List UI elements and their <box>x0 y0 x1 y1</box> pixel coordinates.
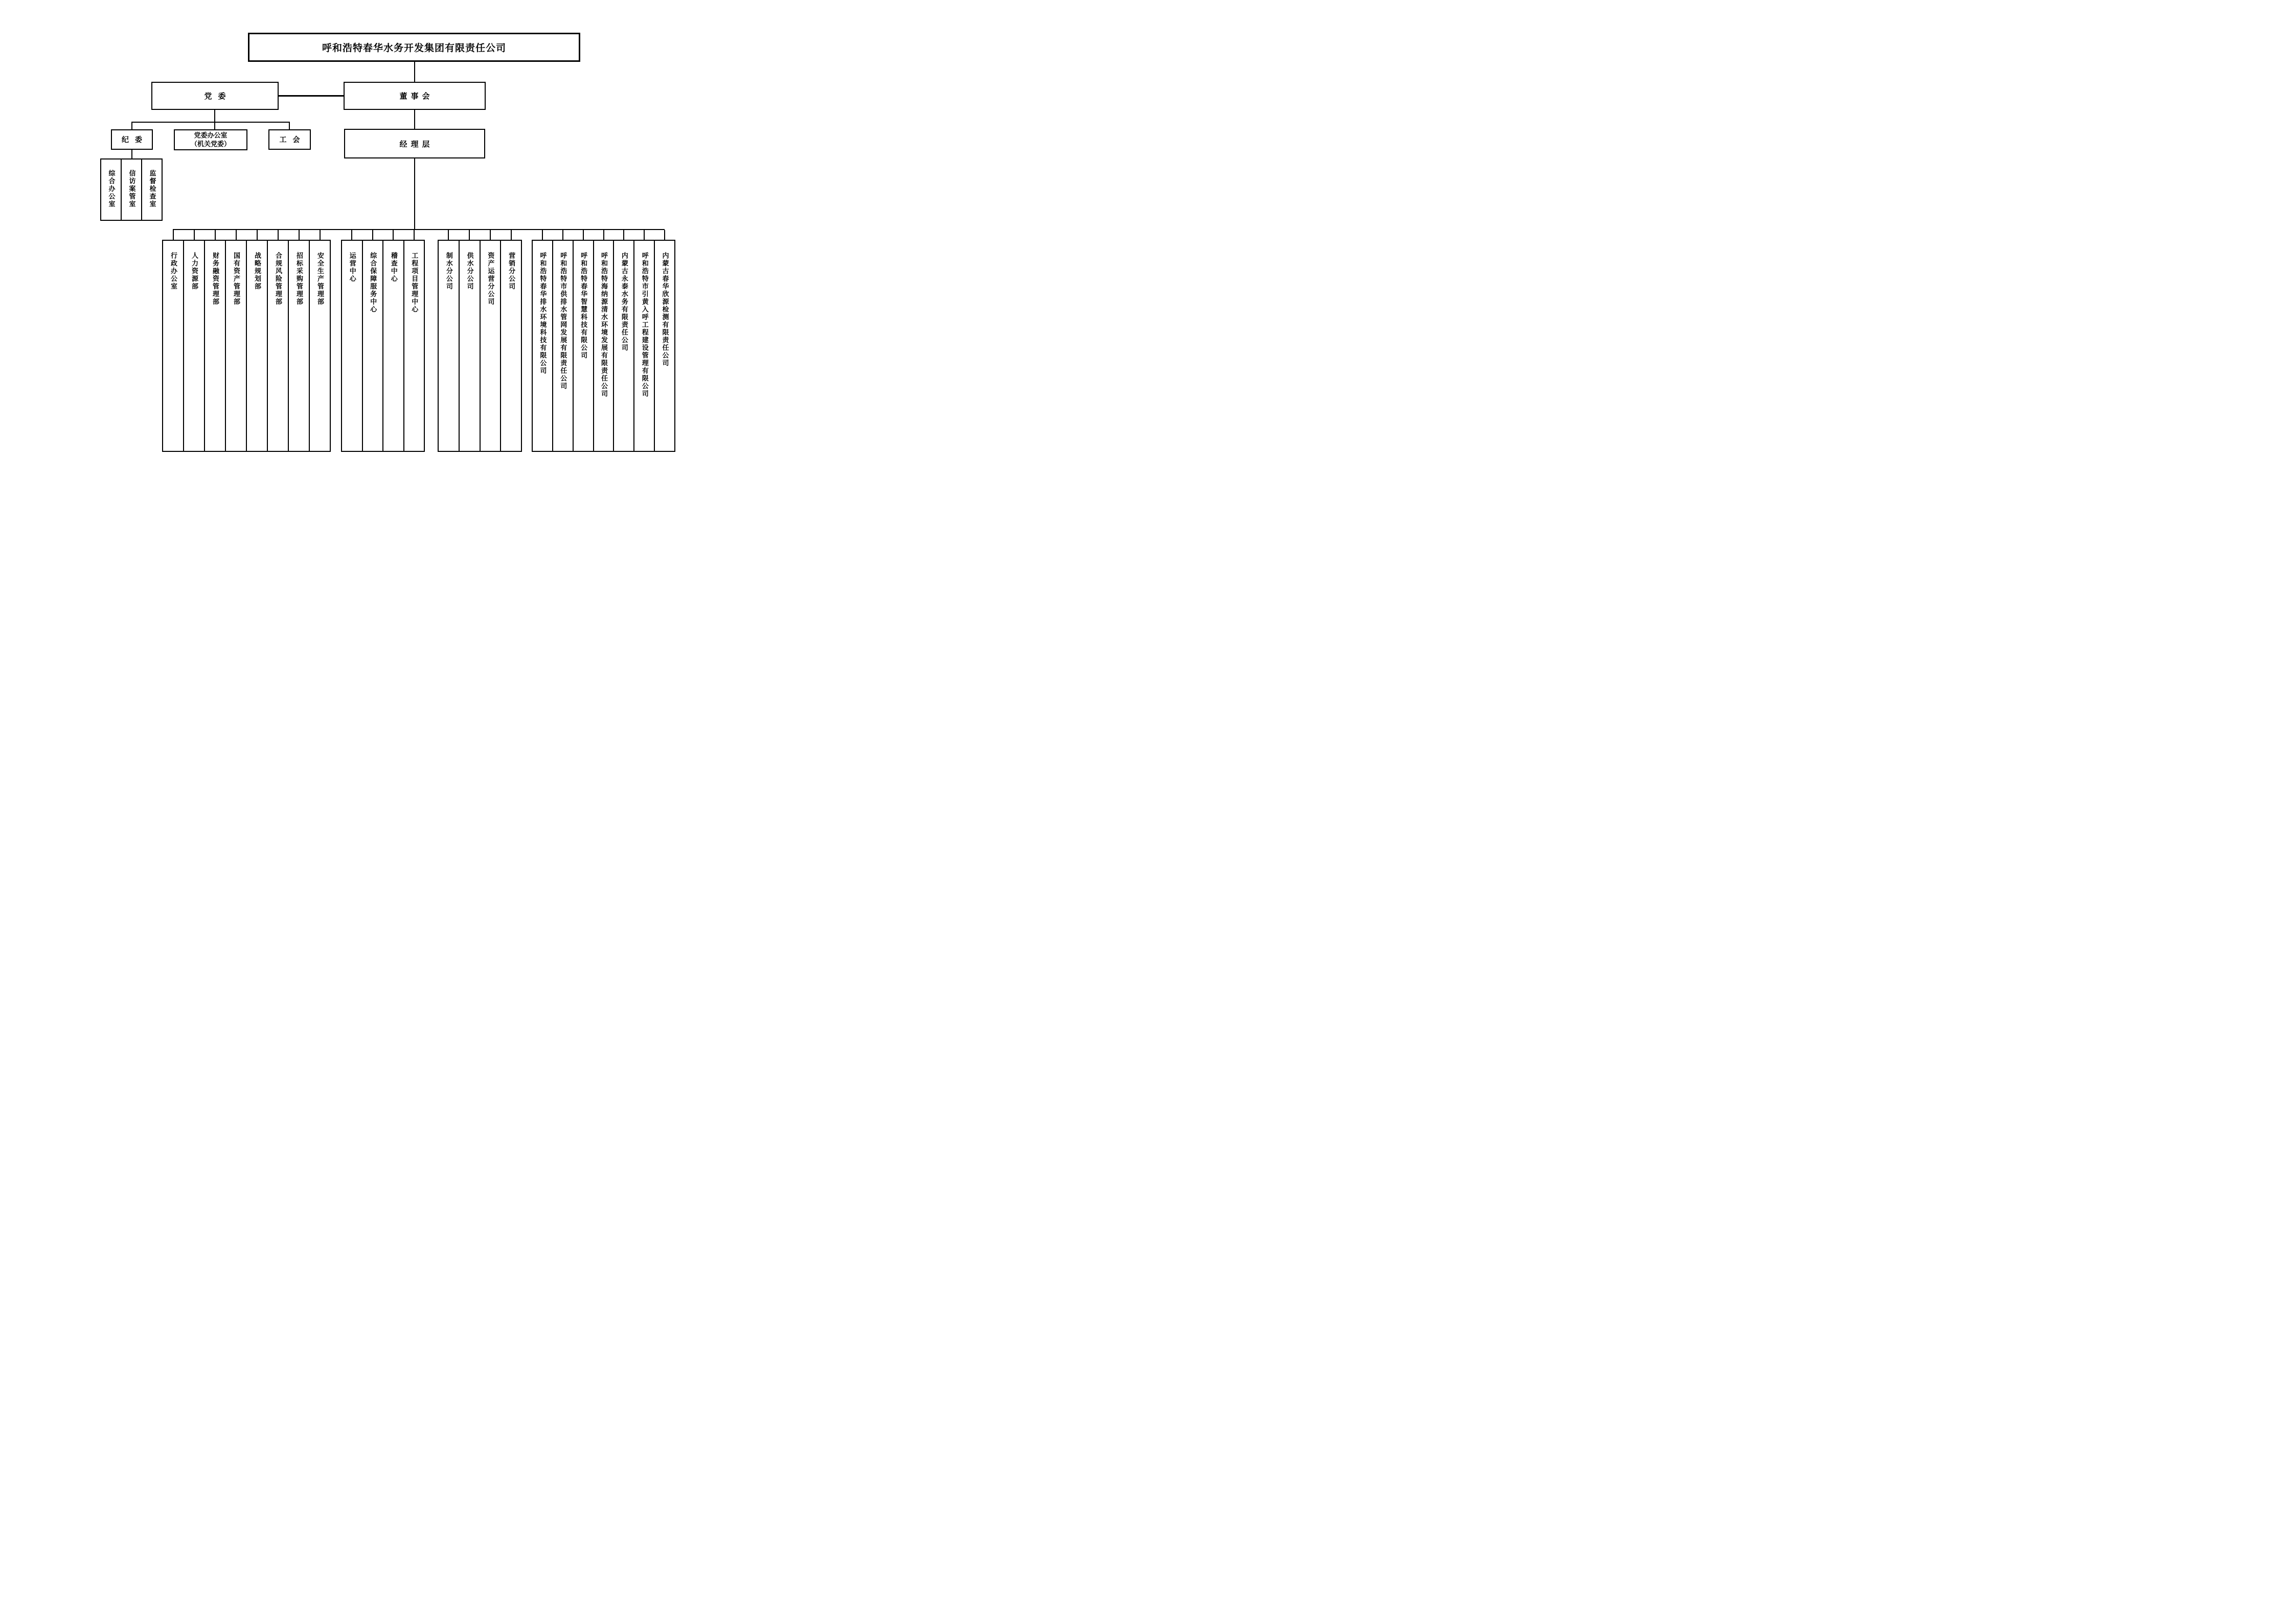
branch-company-label: 制水分公司 <box>445 252 453 290</box>
node-discipline-committee <box>111 129 153 150</box>
connector-party-down <box>214 110 215 122</box>
branch-company-column <box>439 241 459 451</box>
branch-company-label: 营销分公司 <box>508 252 516 290</box>
subsidiary-column <box>533 241 552 451</box>
subsidiary-column <box>573 241 593 451</box>
center-column <box>342 241 362 451</box>
department-column <box>267 241 288 451</box>
node-management-layer <box>344 129 485 158</box>
department-label: 合规风险管理部 <box>274 252 282 306</box>
subsidiary-label: 呼和浩特海纳源清水环境发展有限责任公司 <box>600 252 608 398</box>
department-column <box>204 241 225 451</box>
center-label: 稽查中心 <box>390 252 398 283</box>
branch-company-label: 资产运营分公司 <box>487 252 495 306</box>
node-party-office <box>174 129 247 150</box>
center-column <box>382 241 403 451</box>
discipline-office-cell <box>101 159 121 220</box>
discipline-office-label: 监督检查室 <box>148 170 156 208</box>
branch-company-label: 供水分公司 <box>466 252 474 290</box>
department-label: 财务融资管理部 <box>211 252 219 306</box>
center-label: 综合保障服务中心 <box>369 252 377 313</box>
root-company-box <box>248 33 580 62</box>
labor-union-label: 工会 <box>279 136 306 144</box>
branch-companies-strip <box>438 240 522 452</box>
node-labor-union <box>268 129 311 150</box>
subsidiary-label: 呼和浩特市供排水管网发展有限责任公司 <box>559 252 567 390</box>
party-office-label-line2: （机关党委） <box>190 140 231 148</box>
subsidiary-column <box>552 241 573 451</box>
connector-management-down <box>414 158 415 229</box>
discipline-office-cell <box>141 159 162 220</box>
discipline-office-label: 综合办公室 <box>107 170 116 208</box>
department-label: 国有资产管理部 <box>232 252 240 306</box>
functional-departments-strip <box>162 240 331 452</box>
branch-company-column <box>480 241 501 451</box>
subsidiary-label: 内蒙古永泰水务有限责任公司 <box>620 252 628 352</box>
department-column <box>225 241 246 451</box>
discipline-office-cell <box>121 159 141 220</box>
department-column <box>163 241 183 451</box>
centers-strip <box>341 240 425 452</box>
management-label: 经理层 <box>399 140 434 149</box>
discipline-office-label: 信访案管室 <box>128 170 136 208</box>
root-company-label: 呼和浩特春华水务开发集团有限责任公司 <box>322 43 506 54</box>
subsidiary-column <box>613 241 633 451</box>
connector-party-children <box>131 122 290 123</box>
subsidiary-label: 呼和浩特春华智慧科技有限公司 <box>580 252 588 359</box>
connector-title-to-board <box>414 62 415 82</box>
department-label: 安全生产管理部 <box>316 252 324 306</box>
connector-board-to-management <box>414 110 415 129</box>
node-party-committee <box>151 82 279 110</box>
subsidiary-column <box>654 241 674 451</box>
connector-discipline-down <box>131 150 132 158</box>
connector-party-board <box>279 95 344 97</box>
branch-company-column <box>500 241 521 451</box>
subsidiary-label: 呼和浩特市引黄入呼工程建设管理有限公司 <box>641 252 649 398</box>
department-column <box>288 241 309 451</box>
subsidiary-label: 内蒙古春华欣源检测有限责任公司 <box>661 252 669 367</box>
branch-company-column <box>459 241 480 451</box>
connector-stub-party-office <box>214 123 215 129</box>
department-column <box>183 241 204 451</box>
department-label: 人力资源部 <box>190 252 198 290</box>
department-column <box>246 241 267 451</box>
center-label: 工程项目管理中心 <box>411 252 419 313</box>
subsidiary-label: 呼和浩特春华排水环境科技有限公司 <box>539 252 547 375</box>
discipline-committee-label: 纪委 <box>122 136 148 144</box>
connector-stub-union <box>289 123 290 129</box>
org-chart <box>0 0 765 541</box>
department-column <box>309 241 330 451</box>
discipline-offices-strip <box>100 158 163 221</box>
center-column <box>362 241 383 451</box>
party-office-label-line1: 党委办公室 <box>194 131 228 139</box>
subsidiary-column <box>633 241 654 451</box>
center-label: 运营中心 <box>348 252 356 283</box>
party-committee-label: 党委 <box>204 93 232 101</box>
connector-trunk <box>173 229 665 230</box>
board-label: 董事会 <box>399 93 434 101</box>
subsidiary-column <box>593 241 613 451</box>
department-label: 战略规划部 <box>253 252 261 290</box>
subsidiaries-strip <box>532 240 675 452</box>
node-board-of-directors <box>344 82 486 110</box>
department-label: 招标采购管理部 <box>295 252 303 306</box>
department-label: 行政办公室 <box>169 252 177 290</box>
center-column <box>403 241 424 451</box>
connector-stub-discipline <box>131 123 132 129</box>
